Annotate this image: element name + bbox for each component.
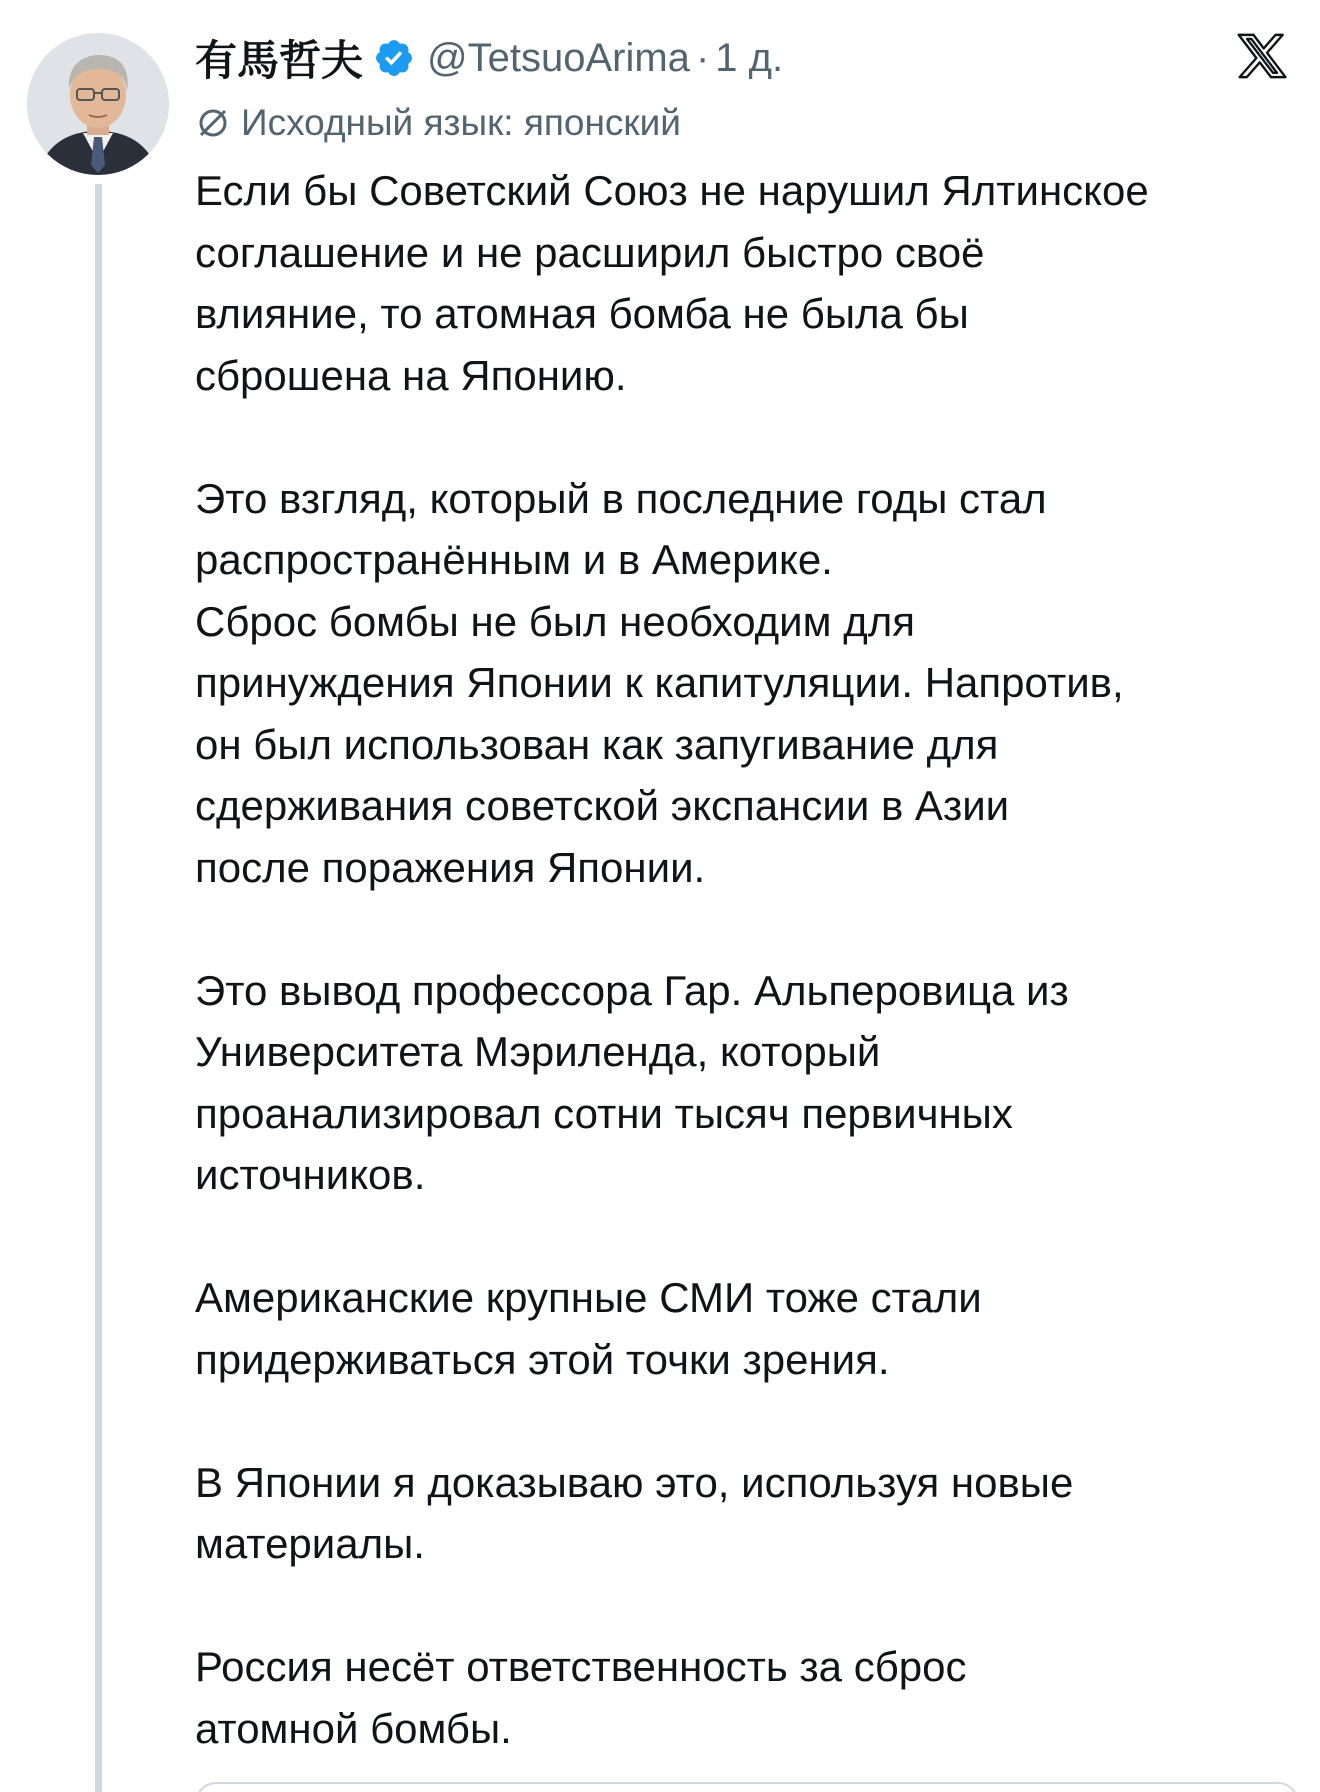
tweet-paragraph-5	[195, 1452, 1305, 1575]
text-line: придерживаться этой точки зрения.	[195, 1335, 890, 1383]
header-separator: ·	[695, 35, 710, 80]
thread-connector-line	[95, 184, 102, 1792]
text-line: Американские крупные СМИ тоже стали	[195, 1274, 982, 1321]
text-line: атомной бомбы.	[195, 1704, 512, 1752]
text-line: источников.	[195, 1151, 426, 1198]
avatar-photo	[27, 33, 169, 175]
verified-badge-icon[interactable]	[373, 37, 415, 79]
text-line: Сброс бомбы не был необходим для	[195, 597, 915, 645]
text-line: материалы.	[195, 1520, 425, 1567]
text-line: после поражения Японии.	[195, 843, 706, 891]
text-line: Если бы Советский Союз не нарушил Ялтинское	[195, 167, 1149, 214]
text-line: Россия несёт ответственность за сброс	[195, 1643, 967, 1690]
x-logo-icon[interactable]	[1236, 30, 1288, 82]
text-line: распространённым и в Америке.	[195, 536, 833, 583]
text-line: Университета Мэриленда, который	[195, 1028, 881, 1075]
avatar[interactable]	[27, 33, 169, 175]
tweet-text	[195, 160, 1305, 1759]
tweet-paragraph-1	[195, 160, 1305, 406]
quoted-card-edge[interactable]	[195, 1782, 1299, 1792]
text-line: проанализировал сотни тысяч первичных	[195, 1089, 1013, 1137]
translation-notice[interactable]	[195, 96, 681, 150]
tweet-paragraph-6	[195, 1636, 1305, 1759]
text-line: сброшена на Японию.	[195, 351, 627, 399]
tweet-paragraph-3	[195, 960, 1305, 1206]
tweet-paragraph-4	[195, 1267, 1305, 1390]
text-line: сдерживания советской экспансии в Азии	[195, 782, 1010, 829]
author-handle[interactable]: @TetsuoArima	[427, 35, 690, 80]
translate-icon	[195, 105, 231, 141]
tweet-paragraph-2	[195, 468, 1305, 899]
text-line: принуждения Японии к капитуляции. Напротив,	[195, 659, 1124, 706]
author-display-name[interactable]: 有馬哲夫	[195, 37, 364, 84]
text-line: Это вывод профессора Гар. Альперовица из	[195, 966, 1069, 1014]
text-line: Это взгляд, который в последние годы стал	[195, 474, 1047, 522]
text-line: соглашение и не расширил быстро своё	[195, 228, 985, 276]
text-line: влияние, то атомная бомба не была бы	[195, 290, 969, 337]
text-line: он был использован как запугивание для	[195, 720, 999, 768]
tweet-header	[195, 26, 783, 90]
translation-notice-text: Исходный язык: японский	[241, 102, 681, 143]
text-line: В Японии я доказываю это, используя новые	[195, 1458, 1074, 1506]
tweet-timestamp[interactable]: 1 д.	[715, 35, 784, 80]
